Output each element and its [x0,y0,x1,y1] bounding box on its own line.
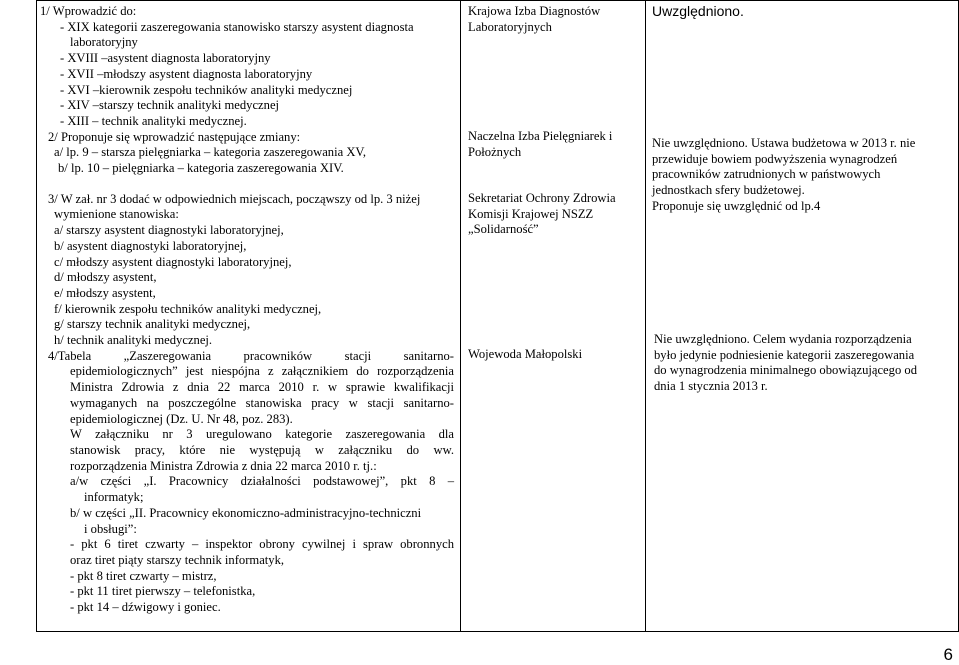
response-line: było jedynie podniesienie kategorii zaszeregowania [654,347,915,362]
text-line: - XVIII –asystent diagnosta laboratoryjny [60,51,271,66]
text-line: informatyk; [84,490,144,505]
submitter-line: „Solidarność” [468,222,539,237]
text-line: e/ młodszy asystent, [54,285,156,300]
submitter-1 [468,4,600,35]
text-line: - XVI –kierownik zespołu techników analityki medycznej [60,82,353,97]
text-line: stanowisk pracy, które nie występują w załączniku do ww. [70,442,454,457]
text-line: - XIX kategorii zaszeregowania stanowisko starszy asystent diagnosta [60,19,414,34]
text-line: a/ starszy asystent diagnostyki laboratoryjnej, [54,223,284,238]
response-line: do wynagrodzenia minimalnego obowiązującego od [654,363,917,378]
text-line: b/ w części „II. Pracownicy ekonomiczno-administracyjno-techniczni [70,505,422,520]
submitter-line: Sekretariat Ochrony Zdrowia [468,191,616,205]
response-line: pracowników zatrudnionych w państwowych [652,167,881,182]
text-line: i obsługi”: [84,521,137,536]
submitter-line: Laboratoryjnych [468,19,552,34]
response-line: Nie uwzględniono. Celem wydania rozporządzenia [654,332,912,346]
proposal-column [40,4,454,616]
text-line: 3/ W zał. nr 3 dodać w odpowiednich miejscach, począwszy od lp. 3 niżej [48,191,421,206]
text-line: g/ starszy technik analityki medycznej, [54,317,251,332]
response-line: jednostkach sfery budżetowej. [652,183,805,198]
text-line: wymaganych na poszczególne stanowiska pracy w stacji sanitarno- [70,395,454,410]
submitter-line: Komisji Krajowej NSZZ [468,206,594,221]
text-line: - XIII – technik analityki medycznej. [60,113,247,128]
text-line: laboratoryjny [70,35,138,50]
text-line: c/ młodszy asystent diagnostyki laboratoryjnej, [54,254,292,269]
text-line: b/ asystent diagnostyki laboratoryjnej, [54,238,247,253]
text-line: - pkt 8 tiret czwarty – mistrz, [70,568,217,583]
submitter-3 [468,191,616,238]
text-line: f/ kierownik zespołu techników analityki medycznej, [54,301,322,316]
table-border-top [36,0,959,1]
table-border-left [36,0,37,632]
text-line: rozporządzenia Ministra Zdrowia z dnia 22 marca 2010 r. tj.: [70,458,377,473]
table-border-col1-col2 [460,0,461,632]
table-border-col2-col3 [645,0,646,632]
text-line: - pkt 11 tiret pierwszy – telefonistka, [70,584,256,599]
page-number: 6 [943,645,953,664]
text-line: - XVII –młodszy asystent diagnosta laboratoryjny [60,66,313,81]
submitter-line: Wojewoda Małopolski [468,347,583,361]
response-2 [652,136,915,215]
response-line: dnia 1 stycznia 2013 r. [654,379,768,394]
text-line: b/ lp. 10 – pielęgniarka – kategoria zaszeregowania XIV. [58,161,344,176]
text-line: h/ technik analityki medycznej. [54,333,213,348]
submitter-line: Krajowa Izba Diagnostów [468,4,601,18]
text-line: a/ lp. 9 – starsza pielęgniarka – kategoria zaszeregowania XV, [54,145,367,160]
submitter-2 [468,129,612,160]
text-line: 1/ Wprowadzić do: [40,4,137,18]
response-line: Proponuje się uwzględnić od lp.4 [652,198,821,213]
submitter-line: Naczelna Izba Pielęgniarek i [468,129,613,143]
response-line: przewiduje bowiem podwyższenia wynagrodzeń [652,151,898,166]
text-line: d/ młodszy asystent, [54,270,157,285]
response-1 [652,4,744,20]
text-line: Ministra Zdrowia z dnia 22 marca 2010 r. w sprawie kwalifikacji [70,380,454,395]
response-line: Nie uwzględniono. Ustawa budżetowa w 2013 r. nie [652,136,916,150]
text-line: oraz tiret piąty starszy technik informatyk, [70,552,285,567]
submitter-line: Położnych [468,144,522,159]
response-3 [654,332,917,395]
text-line: - pkt 14 – dźwigowy i goniec. [70,600,221,615]
text-line: wymienione stanowiska: [54,207,179,222]
text-line: - XIV –starszy technik analityki medycznej [60,98,280,113]
text-line: a/w części „I. Pracownicy działalności podstawowej”, pkt 8 – [70,474,454,489]
table-border-bottom [36,631,959,632]
text-line: 4/Tabela „Zaszeregowania pracowników stacji sanitarno- [48,348,454,363]
text-line: W załączniku nr 3 uregulowano kategorie zaszeregowania dla [70,427,454,442]
text-line: 2/ Proponuje się wprowadzić następujące zmiany: [48,129,301,144]
submitter-4 [468,347,582,363]
response-line: Uwzględniono. [652,3,744,19]
text-line: - pkt 6 tiret czwarty – inspektor obrony cywilnej i spraw obronnych [70,537,454,552]
text-line: epidemiologicznych” jest niespójna z załącznikiem do rozporządzenia [70,364,454,379]
text-line: epidemiologicznej (Dz. U. Nr 48, poz. 283). [70,411,293,426]
